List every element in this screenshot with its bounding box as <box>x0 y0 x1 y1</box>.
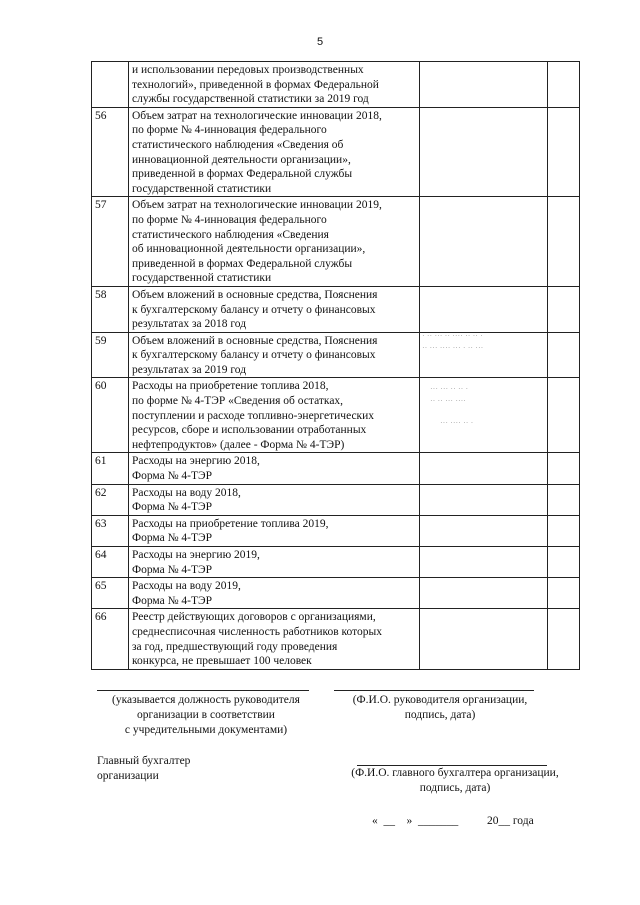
description-line: Объем затрат на технологические инновации 2018, <box>132 109 382 122</box>
head-name-line <box>334 690 534 691</box>
row-number: 63 <box>92 515 129 546</box>
description-line: Расходы на приобретение топлива 2019, <box>132 517 329 530</box>
note-cell <box>548 609 580 669</box>
note-cell <box>548 286 580 332</box>
row-number: 56 <box>92 107 129 197</box>
description-line: Расходы на приобретение топлива 2018, <box>132 380 329 393</box>
value-cell <box>420 197 548 287</box>
head-position-line <box>97 690 309 691</box>
value-cell <box>420 578 548 609</box>
stamp-impression: ·· ·· ··· ···· <box>430 396 466 405</box>
description-line: к бухгалтерскому балансу и отчету о финансовых <box>132 303 376 316</box>
description-line: результатах за 2018 год <box>132 318 247 331</box>
description-line: службы государственной статистики за 2019 год <box>132 93 369 106</box>
row-description <box>129 578 420 609</box>
row-description <box>129 609 420 669</box>
row-number: 58 <box>92 286 129 332</box>
note-cell <box>548 515 580 546</box>
value-cell <box>420 286 548 332</box>
row-number <box>92 62 129 108</box>
description-line: и использовании передовых производственных <box>132 64 364 76</box>
description-line: по форме № 4-инновация федерального <box>132 124 327 137</box>
row-description <box>129 484 420 515</box>
row-description <box>129 453 420 484</box>
description-line: Реестр действующих договоров с организациями, <box>132 611 376 624</box>
description-line: к бухгалтерскому балансу и отчету о финансовых <box>132 349 376 362</box>
accountant-name-caption: (Ф.И.О. главного бухгалтера организации, подпись, дата) <box>351 767 559 794</box>
row-number: 57 <box>92 197 129 287</box>
description-line: конкурса, не превышает 100 человек <box>132 655 312 668</box>
row-number: 59 <box>92 332 129 378</box>
note-cell <box>548 547 580 578</box>
row-number: 62 <box>92 484 129 515</box>
head-position-caption: (указывается должность руководителя организации в соответствии с учредительными документами) <box>112 694 300 736</box>
description-line: по форме № 4-инновация федерального <box>132 213 327 226</box>
note-cell <box>548 484 580 515</box>
value-cell <box>420 547 548 578</box>
description-line: за год, предшествующий году проведения <box>132 640 338 653</box>
row-number: 60 <box>92 378 129 453</box>
table-row <box>92 197 580 287</box>
stamp-impression: · ·· ··· ·· ···· ·· ·· · <box>422 331 483 340</box>
row-description <box>129 62 420 108</box>
table-row <box>92 578 580 609</box>
date-line: « __ » _______ 20__ года <box>372 815 534 827</box>
table-row <box>92 547 580 578</box>
value-cell <box>420 453 548 484</box>
description-line: государственной статистики <box>132 182 272 195</box>
stamp-impression: ·· ··· ···· ··· · ·· ··· <box>422 343 484 352</box>
note-cell <box>548 107 580 197</box>
description-line: Форма № 4-ТЭР <box>132 563 213 576</box>
accountant-title: Главный бухгалтер организации <box>97 755 191 782</box>
description-line: ресурсов, сборе и использовании отработанных <box>132 424 367 437</box>
head-name-caption: (Ф.И.О. руководителя организации, подпись, дата) <box>352 694 528 721</box>
description-line: Расходы на воду 2019, <box>132 580 241 593</box>
description-line: приведенной в формах Федеральной службы <box>132 257 353 270</box>
value-cell <box>420 107 548 197</box>
description-line: Форма № 4-ТЭР <box>132 501 213 514</box>
table-row <box>92 453 580 484</box>
description-line: технологий», приведенной в формах Федеральной <box>132 78 379 91</box>
row-number: 65 <box>92 578 129 609</box>
value-cell <box>420 62 548 108</box>
description-line: об инновационной деятельности организации», <box>132 243 366 256</box>
description-line: результатах за 2019 год <box>132 363 247 376</box>
table-row <box>92 484 580 515</box>
row-number: 61 <box>92 453 129 484</box>
data-table <box>91 61 580 670</box>
table-row <box>92 62 580 108</box>
value-cell <box>420 515 548 546</box>
description-line: Объем вложений в основные средства, Пояснения <box>132 288 378 301</box>
description-line: нефтепродуктов» (далее - Форма № 4-ТЭР) <box>132 438 345 451</box>
description-line: Расходы на воду 2018, <box>132 486 241 499</box>
description-line: Расходы на энергию 2019, <box>132 549 260 561</box>
note-cell <box>548 332 580 378</box>
row-description <box>129 515 420 546</box>
description-line: государственной статистики <box>132 272 272 285</box>
description-line: Форма № 4-ТЭР <box>132 470 213 483</box>
note-cell <box>548 453 580 484</box>
table-row <box>92 107 580 197</box>
table-row <box>92 515 580 546</box>
note-cell <box>548 62 580 108</box>
row-description <box>129 378 420 453</box>
description-line: Форма № 4-ТЭР <box>132 532 213 545</box>
value-cell <box>420 484 548 515</box>
row-number: 64 <box>92 547 129 578</box>
row-description <box>129 286 420 332</box>
note-cell <box>548 378 580 453</box>
row-description <box>129 332 420 378</box>
table-row <box>92 286 580 332</box>
stamp-impression: ··· ··· ·· ·· · <box>430 384 469 393</box>
description-line: Объем затрат на технологические инновации 2019, <box>132 199 382 212</box>
table-row <box>92 378 580 453</box>
row-description <box>129 197 420 287</box>
description-line: Расходы на энергию 2018, <box>132 455 260 468</box>
description-line: инновационной деятельности организации», <box>132 153 351 166</box>
stamp-impression: ··· ···· ·· · <box>440 418 474 427</box>
description-line: Объем вложений в основные средства, Пояснения <box>132 334 378 347</box>
table-row <box>92 609 580 669</box>
row-number: 66 <box>92 609 129 669</box>
description-line: по форме № 4-ТЭР «Сведения об остатках, <box>132 395 344 408</box>
note-cell <box>548 578 580 609</box>
description-line: среднесписочная численность работников которых <box>132 625 383 638</box>
note-cell <box>548 197 580 287</box>
description-line: приведенной в формах Федеральной службы <box>132 168 353 181</box>
page-number: 5 <box>316 36 324 48</box>
value-cell <box>420 609 548 669</box>
description-line: статистического наблюдения «Сведения об <box>132 138 344 151</box>
table-row <box>92 332 580 378</box>
description-line: статистического наблюдения «Сведения <box>132 228 329 241</box>
row-description <box>129 107 420 197</box>
row-description <box>129 547 420 578</box>
description-line: Форма № 4-ТЭР <box>132 594 213 607</box>
description-line: поступлении и расходе топливно-энергетических <box>132 409 375 422</box>
